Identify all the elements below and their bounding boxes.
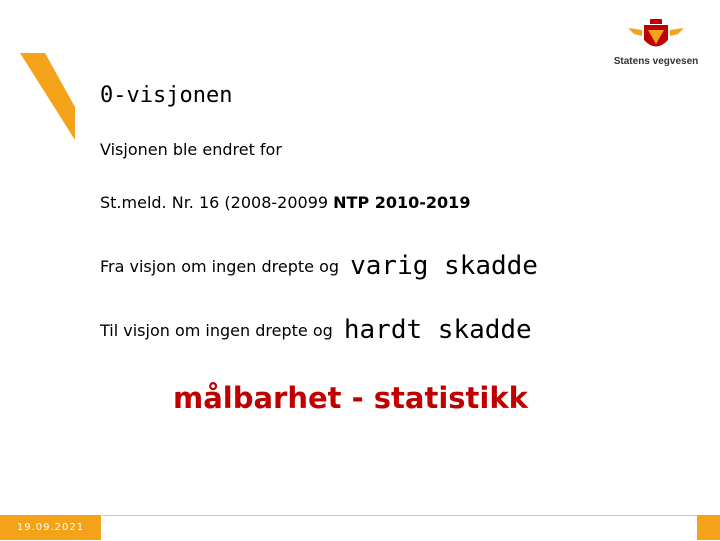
footer xyxy=(0,515,720,540)
text-line-2-prefix: St.meld. Nr. 16 (2008-20099 xyxy=(100,193,329,212)
text-line-2 xyxy=(100,193,470,212)
footer-rule xyxy=(102,515,697,541)
text-line-3-prefix: Fra visjon om ingen drepte og xyxy=(100,257,340,276)
text-line-3-big: varig skadde xyxy=(350,251,538,281)
slide-title: 0-visjonen xyxy=(100,83,233,108)
text-line-1: Visjonen ble endret for xyxy=(100,140,282,159)
text-line-2-bold: NTP 2010-2019 xyxy=(333,193,471,212)
logo-text: Statens vegvesen xyxy=(613,56,699,67)
text-line-4-big: hardt skadde xyxy=(343,315,532,345)
text-line-4 xyxy=(100,313,532,343)
text-line-3 xyxy=(100,249,538,279)
footer-date: 19.09.2021 xyxy=(0,515,101,540)
text-line-4-prefix: Til visjon om ingen drepte og xyxy=(100,321,333,340)
footer-right-block xyxy=(697,515,720,540)
statens-vegvesen-logo xyxy=(606,18,706,73)
crest-icon xyxy=(606,18,706,56)
accent-stripe xyxy=(0,45,80,155)
emphasis-text: målbarhet - statistikk xyxy=(173,381,528,415)
